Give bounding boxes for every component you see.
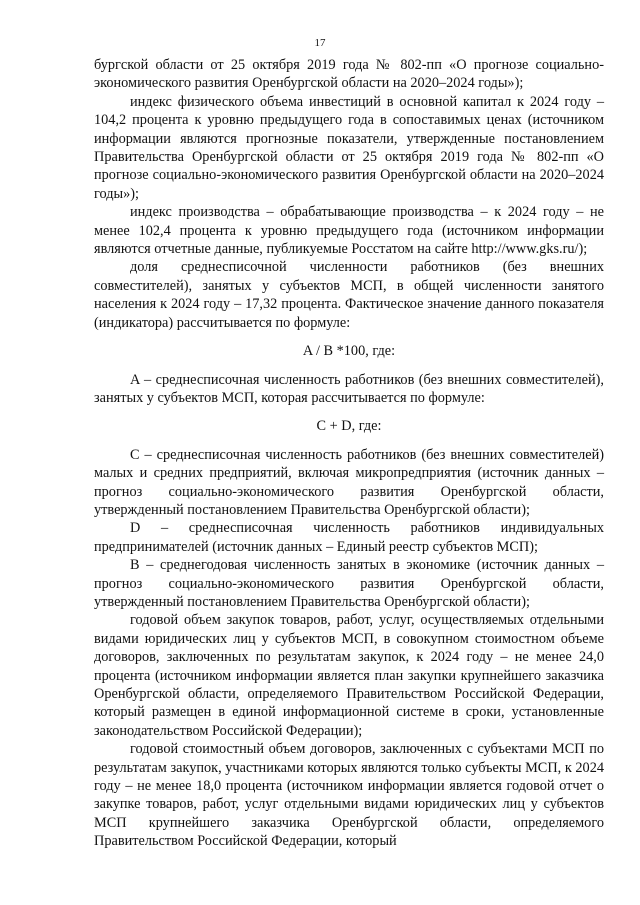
page-body bbox=[94, 56, 604, 851]
page-number: 17 bbox=[314, 37, 326, 49]
paragraph-definition-a: A – среднесписочная численность работников (без внешних совместителей), занятых у субъектов МСП, которая рассчитывается по формуле: bbox=[94, 371, 604, 406]
formula-c-plus-d: C + D, где: bbox=[316, 418, 382, 435]
paragraph-investment-index: индекс физического объема инвестиций в основной капитал к 2024 году – 104,2 процента к уровню предыдущего года в сопоставимых ценах (источником информации являются прогнозные показатели, утвержденные постановлением Правительства Оренбургской области от 25 октября 2019 года № 802-пп «О прогнозе социально-экономического развития Оренбургской области на 2020–2024 годы»); bbox=[94, 93, 604, 202]
paragraph-definition-c: C – среднесписочная численность работников (без внешних совместителей) малых и средних предприятий, включая микропредприятия (источник данных – прогноз социально-экономического развития Оренбургской области, утвержденный постановлением Правительства Оренбургской области); bbox=[94, 446, 604, 518]
paragraph-production-index: индекс производства – обрабатывающие производства – к 2024 году – не менее 102,4 процента к уровню предыдущего года (источником информации являются отчетные данные, публикуемые Росстатом на сайте http://www.gks.ru/); bbox=[94, 204, 604, 258]
paragraph-definition-b: B – среднегодовая численность занятых в экономике (источник данных – прогноз социально-экономического развития Оренбургской области, утвержденный постановлением Правительства Оренбургской области); bbox=[94, 557, 604, 610]
paragraph-procurement-volume: годовой объем закупок товаров, работ, услуг, осуществляемых отдельными видами юридических лиц у субъектов МСП, в совокупном стоимостном объеме договоров, заключенных по результатам закупок, к 2024 году – не менее 24,0 процента (источником информации является план закупки крупнейшего заказчика Оренбургской области, определяемого Правительством Российской Федерации, который размещен в единой информационной системе в сроки, установленные законодательством Российской Федерации); bbox=[94, 612, 604, 739]
formula-a-over-b: A / B *100, где: bbox=[302, 343, 396, 360]
paragraph-contracts-volume: годовой стоимостный объем договоров, заключенных с субъектами МСП по результатам закупок, участниками которых являются только субъекты МСП, к 2024 году – не менее 18,0 процента (источником информации является годовой отчет о закупке товаров, работ, услуг отдельными видами юридических лиц у субъектов МСП крупнейшего заказчика Оренбургской области, определяемого Правительством Российской Федерации, который bbox=[94, 741, 604, 850]
paragraph-1: бургской области от 25 октября 2019 года № 802-пп «О прогнозе социально-экономического развития Оренбургской области на 2020–2024 годы»); bbox=[94, 57, 604, 92]
paragraph-sme-employment-share: доля среднесписочной численности работников (без внешних совместителей), занятых у субъектов МСП, в общей численности занятого населения к 2024 году – 17,32 процента. Фактическое значение данного показателя (индикатора) рассчитывается по формуле: bbox=[94, 259, 604, 331]
paragraph-definition-d: D – среднесписочная численность работников индивидуальных предпринимателей (источник данных – Единый реестр субъектов МСП); bbox=[94, 520, 604, 555]
